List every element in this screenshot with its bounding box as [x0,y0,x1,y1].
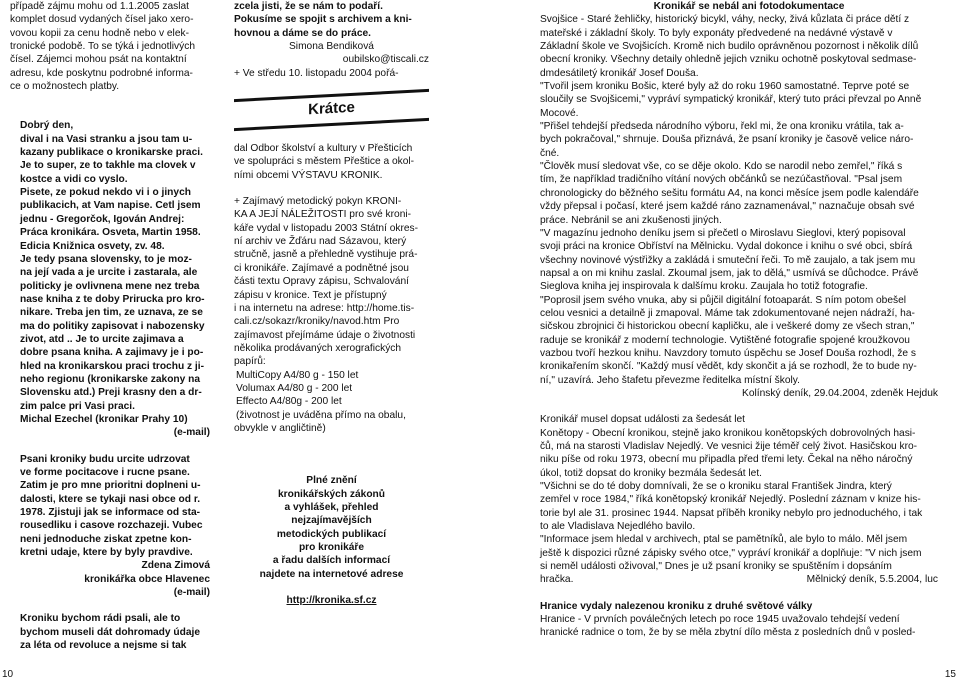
text-line: "V magazínu jednoho deníku jsem si přečetl o Miroslavu Sieglovi, který popisoval [540,227,906,239]
text-line: niku píše od roku 1973, obecní mu připadla před třemi lety. Čekal na něho náročný [540,454,913,466]
text-line: ce o možnostech platby. [10,81,120,93]
text-line: dobre psana kniha. A zajimavy je i po- [20,347,204,359]
text-line: zcela jisti, že se nám to podaří. [234,1,383,12]
closing-line [540,573,958,586]
text-line: sloučily se Svojšicemi," vypráví sympatický kronikář, který tuto práci převzal po Anně [540,94,922,106]
text-line: obecní kroniky. Všechny detaily ohledně jejich vzniku ochotně poskytoval sedmase- [540,54,917,66]
text-line: chronologicky do běžného sešitu formátu A4, na konci měsíce jsem podle kalendáře [540,187,919,199]
text-line: to ale Vladislava Nejedlého bavilo. [540,521,696,533]
website-link[interactable]: http://kronika.sf.cz [286,595,377,607]
text-line: sičskou zbrojnici či historickou obecní kapličku, ale i veškeré domy ze všech stran," [540,321,915,333]
signature-title: kronikářka obce Hlavenec [84,573,210,585]
letter-two [10,453,210,600]
text-line: komplet dosud vydaných čísel jako xero- [10,14,194,26]
text-line: kronikařením skončí. "Každý musí vědět, kdy skončit a já se rozhodl, že to bude ny- [540,361,917,373]
text-line: neni jednoduche ziskat zpetne kon- [20,533,192,545]
article-signature: Mělnický deník, 5.5.2004, luc [806,574,938,586]
text-line: tím, že například tradičního vítání nových občánků se nezúčastňoval. "Psal jsem [540,174,903,186]
text-line: "Všichni se do té doby domnívali, že se o kroniku staral František Jindra, který [540,481,892,493]
text-line: zemřel v roce 1984," říká konětopský kronikář Nejedlý. Poslední záznam v knize his- [540,494,921,506]
text-line: ci kronikáře. Zajímavé a podnětné jsou [234,262,409,274]
text-line: Základní škole ve Svojšicích. Kromě nich budilo oprávněnou pozornost i několik dílů [540,41,919,53]
text-line: Konětopy - Obecní kronikou, stejně jako kronikou konětopských dobrovolných hasi- [540,427,916,439]
text-line: tronické podobě. To se týká i jednotlivých [10,41,195,53]
letter-continuation [234,0,429,40]
text-line: úkol, totiž dopsat do kroniky bezmála šedesát let. [540,467,762,479]
text-line: několika prodávaných xerografických [234,342,402,354]
text-line: 1978. Zjistuji jak se informace od sta- [20,507,201,519]
signature-name: Simona Bendiková [289,41,374,53]
text-line: adresu, kde poskytnu podrobné informa- [10,67,193,79]
text-line: neho regionu (kronikarske zakony na [20,373,201,385]
paper-item: (životnost je uváděna přímo na obalu, [236,409,406,421]
text-line: + Zajímavý metodický pokyn KRONI- [234,196,402,208]
article-body [540,613,958,640]
paper-item: Effecto A4/80g - 200 let [236,396,342,408]
text-line: za léta od revoluce a nejsme si tak [20,640,187,652]
text-line: Sieglova kniha jej inspirovala k dalšímu kroku. Zaujala ho totiž fotografie. [540,281,868,293]
promo-line: metodických publikací [276,528,387,540]
text-line: Dobrý den, [20,120,74,132]
letter-one [10,119,210,439]
text-line: zivot, atd .. Je to urcite zajimava a [20,333,184,345]
promo-box [234,474,429,607]
text-line: vazbou tvoří hezkou knihu. Navzdory tomuto úspěchu se Josef Douša rozhodl, že s [540,347,917,359]
news-item-exhibition [234,142,429,182]
promo-line: pro kronikáře [298,542,365,553]
text-line: Pokusíme se spojit s archivem a kni- [234,14,412,26]
text-line: napsal a on mi knihu zaslal. Zkoumal jsem, jak to dělá," usmívá se důchodce. Právě [540,267,919,279]
middle-column [234,0,429,607]
text-line: cali.cz/sokazr/kroniky/navod.htm Pro [234,316,400,328]
section-box-title [234,89,429,131]
text-line: hračka. [540,574,574,586]
text-line: ní archiv ve Žďáru nad Sázavou, který [234,236,407,248]
text-line: dmdesátiletý kronikář Josef Douša. [540,67,699,79]
page-number-left: 10 [2,669,14,680]
intro-paragraph [10,0,210,93]
text-line: dalosti, ktere se tykaji nasi obce od r. [20,493,201,505]
text-line: Zatim je pro mne prioritni doplneni u- [20,480,201,492]
text-line: vovou kopii za cenu hodně nebo v elek- [10,27,189,39]
section-title: Krátce [308,98,355,119]
paper-item: MultiCopy A4/80 g - 150 let [236,369,359,381]
text-line: kostce a vidi co vyslo. [20,173,128,185]
promo-line: kronikářských zákonů [277,488,385,500]
text-line: Slovensku atd.) Preji krasny den a dr- [20,387,202,399]
text-line: všechny novinové výstřižky a zakládá i smuteční řeči. To mě zaujalo, a tak jsem mu [540,254,916,266]
text-line: obvykle v angličtině) [234,422,326,434]
text-line: papírů: [234,356,266,368]
promo-line: a vyhlášek, přehled [284,501,379,513]
text-line: zápisu v kronice. Text je přístupný [234,289,387,301]
article-signature: Kolínský deník, 29.04.2004, zdeněk Hejduk [742,387,938,399]
text-line: torie byl ale 31. prosinec 1944. Napsat příběh kroniky nebylo pro jednoduchého, i tak [540,507,923,519]
text-line: bych pokračoval," shrnuje. Douša přiznává, že psaní kroniky je časově velice náro- [540,134,914,146]
text-line: Pisete, ze pokud nekdo vi i o jinych [20,187,191,199]
news-item-start: + Ve středu 10. listopadu 2004 pořá- [234,67,399,79]
text-line: kretni udaje, ktere by byly pravdive. [20,547,193,559]
text-line: i na internetu na adrese: http://home.tis- [234,302,415,314]
text-line: Práca kronikára. Osveta, Martin 1958. [20,227,201,239]
text-line: celou vesnici a detailně ji zmapoval. Máme tak zdokumentované nejen nádraží, ha- [540,307,915,319]
text-line: dival i na Vasi stranku a jsou tam u- [20,133,193,145]
article-heading: Kronikář se nebál ani fotodokumentace [653,1,845,12]
signature-name: Michal Ezechel (kronikar Prahy 10) [20,413,188,425]
text-line: si neměl události oživoval," Dnes je už psaní kroniky se spuštěním i dopsáním [540,561,892,573]
text-line: nikare. Treba jen tim, ze uznava, ze se [20,307,203,319]
text-line: ve forme pocitacove i rucne psane. [20,467,190,478]
text-line: hled na kronikarskou praci trochu z ji- [20,360,204,372]
text-line: čů, má na starosti Vladislav Nejedlý. Ve vesnici žije téměř celý život. Hasičskou kro- [540,441,918,452]
promo-line: a řadu dalších informací [272,555,391,567]
text-line: ními obcemi VÝSTAVU KRONIK. [234,169,383,181]
text-line: "Informace jsem hledal v archivech, ptal se pamětníků, ale bylo to málo. Měl jsem [540,534,908,546]
text-line: "Poprosil jsem svého vnuka, aby si půjčil digitální fotoaparát. S ním potom obešel [540,294,907,306]
signature-email: oubilsko@tiscali.cz [342,54,429,66]
text-line: práce. Nebránil se ani zkušenosti jiných. [540,214,722,226]
text-line: ma do politiky zapisovat i nabozensky [20,320,205,332]
text-line: Hranice - V prvních poválečných letech po roce 1945 uvažovalo tehdejší vedení [540,614,900,626]
paper-item: Volumax A4/80 g - 200 let [236,382,353,394]
text-line: zim palce pri Vasi praci. [20,400,135,412]
text-line: mateřské i základní školy. To byly exponáty předvedené na nedávné výstavě v [540,27,893,39]
text-line: stručně, jasně a přehledně vystihuje prá- [234,249,418,261]
article-heading: Kronikář musel dopsat události za šedesát let [540,414,745,426]
text-line: Mocové. [540,107,579,119]
text-line: ní," uzavírá. Jeho štafetu převezme ředitelka místní školy. [540,374,800,386]
text-line: jednu - Gregorčok, Igován Andrej: [20,213,185,225]
text-line: KA A JEJÍ NÁLEŽITOSTI pro své kroni- [234,209,412,221]
text-line: Je to super, ze to takhle ma clovek v [20,160,196,172]
text-line: čné. [540,147,560,159]
text-line: dal Odbor školství a kultury v Přešticích [234,143,413,155]
promo-line: Plné znění [306,475,357,487]
news-item-guideline [234,195,429,435]
text-line: hranické radnice o tom, že by se měla zbytní dílo města z posledních dnů v posled- [540,627,916,639]
text-line: nase kniha z te doby Prirucka pro kro- [20,293,205,305]
text-line: Svojšice - Staré žehličky, historický bicykl, váhy, necky, živá kůzlata či práce dětí z [540,14,910,26]
promo-line: nejzajímavějších [291,515,372,527]
text-line: publikacich, at Vam napise. Cetl jsem [20,200,201,212]
text-line: raduje se kronikář z moderní technologie. Vytištěné fotografie spojené kroužkovou [540,334,910,346]
text-line: Psani kroniky budu urcite udrzovat [20,453,190,465]
paper-list [234,369,429,422]
text-line: na její vada a je urcite i zastarala, ale [20,267,198,279]
page-number-right: 15 [944,669,956,680]
text-line: káře vydal v listopadu 2003 Státní okres- [234,222,419,234]
text-line: vždy přepsal i počasí, které jsem každé ráno zaznamenával," naznačuje obsah své [540,201,915,213]
text-line: části textu Opravy zápisu, Schvalování [234,276,409,288]
article-heading: Hranice vydaly nalezenou kroniku z druhé světové války [540,600,813,612]
text-line: rousedliku i casove rozchazeji. Vubec [20,520,203,532]
text-line: "Tvořil jsem kroniku Bošic, které byly až do roku 1960 samostatné. Teprve poté se [540,81,910,93]
text-line: svoji práci na kronice Obříství na Mělnicku. Vydal dokonce i knihu o své obci, sbírá [540,241,913,253]
text-line: zajímavost přejímáme údaje o životnosti [234,329,416,341]
text-line: kazany publikace o kronikarske praci. [20,147,203,159]
article-body [540,13,958,400]
promo-line: najdete na internetové adrese [259,568,404,580]
text-line: Edicia Knižnica osvety, zv. 48. [20,240,165,252]
text-line: ještě k dispozici různé zápisky svého otce," vypráví kronikář a doplňuje: "V nich jsem [540,547,922,559]
left-column [10,0,210,652]
letter-three [10,612,210,652]
text-line: Kroniku bychom rádi psali, ale to [20,613,181,625]
article-body [540,413,958,586]
text-line: politicky je ovlivnena mene nez treba [20,280,200,292]
text-line: ve spolupráci s městem Přeštice a okol- [234,156,415,168]
text-line: bychom museli dát dohromady údaje [20,626,201,638]
text-line: "Člověk musí sledovat vše, co se děje okolo. Kdo se narodil nebo zemřel," říká s [540,161,903,173]
text-line: Je tedy psana slovensky, to je moz- [20,253,192,265]
text-line: čísel. Zájemci mohou psát na kontaktní [10,54,187,66]
text-line: případě zájmu mohu od 1.1.2005 zaslat [10,1,189,12]
signature-email: (e-mail) [173,587,210,599]
right-column [540,0,958,640]
text-line: "Přišel tehdejší předseda národního výboru, řekl mi, že ona kroniku vrátila, tak a- [540,121,904,133]
text-line: hovnou a dáme se do práce. [234,27,372,39]
signature-email: (e-mail) [173,427,210,439]
signature-name: Zdena Zimová [141,560,210,572]
